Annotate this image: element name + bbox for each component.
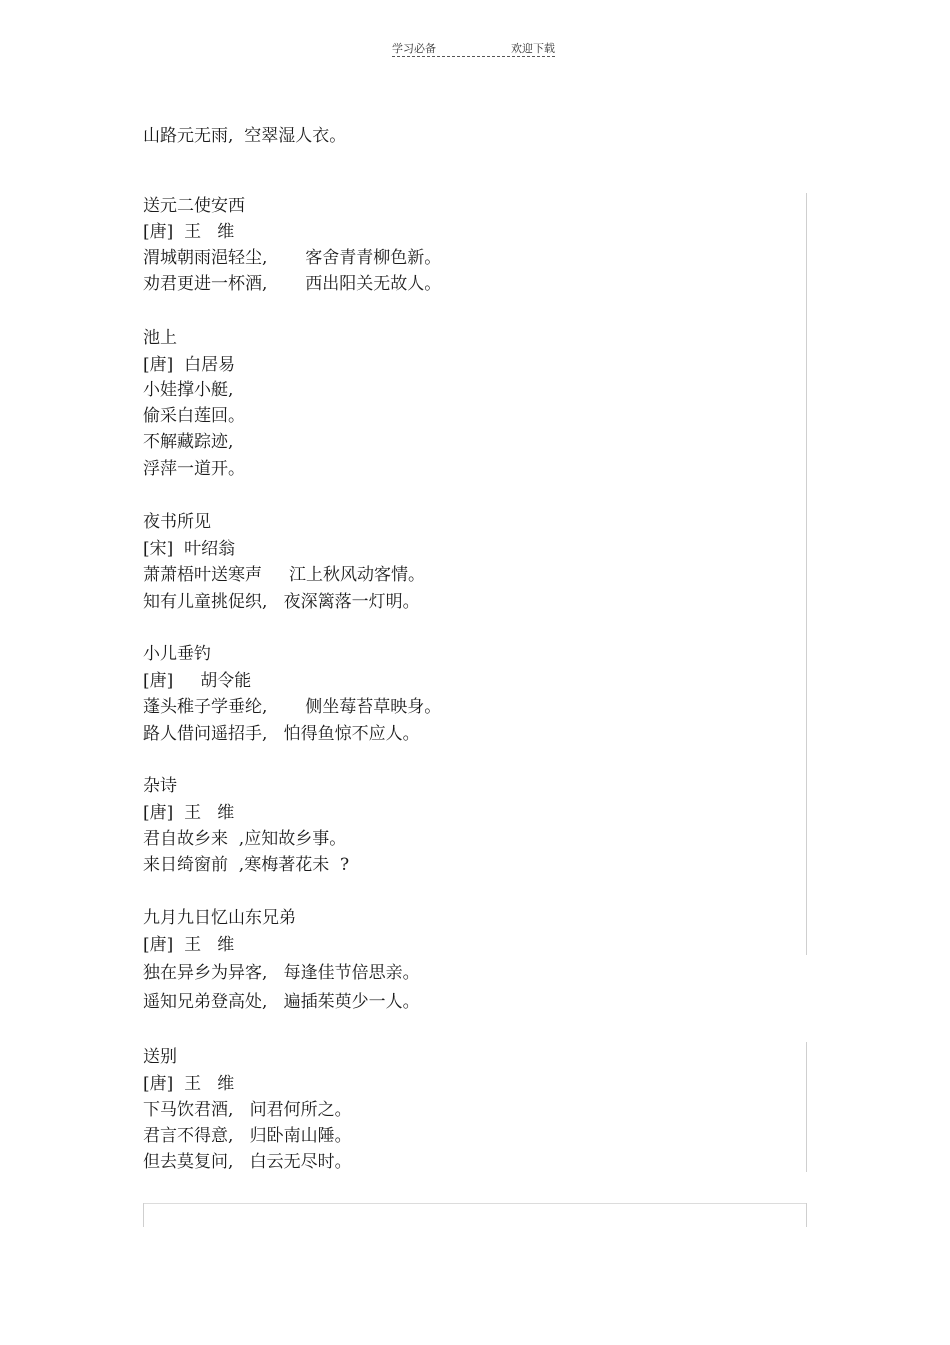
poem-line: 知有儿童挑促织, 夜深篱落一灯明。: [143, 592, 420, 612]
frame-left-line-bottom: [143, 1203, 144, 1227]
poem-title: 夜书所见: [143, 512, 211, 532]
poem-line: 遥知兄弟登高处, 遍插茱萸少一人。: [143, 992, 420, 1012]
poem-author: [唐] 王 维: [143, 1074, 235, 1094]
frame-bottom-line: [143, 1203, 806, 1204]
poem-line: 劝君更进一杯酒, 西出阳关无故人。: [143, 274, 442, 294]
poem-line: 萧萧梧叶送寒声 江上秋风动客情。: [143, 565, 426, 585]
poem-author: [宋] 叶绍翁: [143, 539, 236, 559]
poem-title: 送别: [143, 1047, 177, 1067]
poem-title: 小儿垂钓: [143, 644, 211, 664]
poem-line: 小娃撑小艇,: [143, 380, 234, 400]
poem-line: 不解藏踪迹,: [143, 432, 234, 452]
poem-line: 君言不得意, 归卧南山陲。: [143, 1126, 352, 1146]
poem-line: 但去莫复问, 白云无尽时。: [143, 1152, 352, 1172]
poem-author: [唐] 胡令能: [143, 671, 252, 691]
poem-author: [唐] 王 维: [143, 803, 235, 823]
poem-line: 君自故乡来 ,应知故乡事。: [143, 829, 347, 849]
poem-line: 路人借问遥招手, 怕得鱼惊不应人。: [143, 724, 420, 744]
header-right-text: 欢迎下载: [511, 42, 555, 55]
poem-line: 来日绮窗前 ,寒梅著花未 ?: [143, 855, 350, 875]
poem-title: 杂诗: [143, 776, 177, 796]
poem-line: 独在异乡为异客, 每逢佳节倍思亲。: [143, 963, 420, 983]
poem-line: 渭城朝雨浥轻尘, 客舍青青柳色新。: [143, 248, 442, 268]
poem-author: [唐] 王 维: [143, 935, 235, 955]
poem-title: 送元二使安西: [143, 196, 245, 216]
page-header: [392, 40, 555, 57]
poem-line: 下马饮君酒, 问君何所之。: [143, 1100, 352, 1120]
poem-author: [唐] 王 维: [143, 222, 235, 242]
frame-right-line-upper: [806, 193, 807, 955]
frame-right-line-lower: [806, 1042, 807, 1172]
poem-line: 浮萍一道开。: [143, 459, 245, 479]
poem-line: 偷采白莲回。: [143, 406, 245, 426]
intro-line: 山路元无雨, 空翠湿人衣。: [143, 126, 347, 146]
poem-title: 九月九日忆山东兄弟: [143, 908, 296, 928]
poem-line: 蓬头稚子学垂纶, 侧坐莓苔草映身。: [143, 697, 442, 717]
poem-title: 池上: [143, 328, 177, 348]
poem-author: [唐] 白居易: [143, 355, 236, 375]
header-left-text: 学习必备: [392, 42, 436, 55]
frame-right-line-bottom: [806, 1203, 807, 1227]
